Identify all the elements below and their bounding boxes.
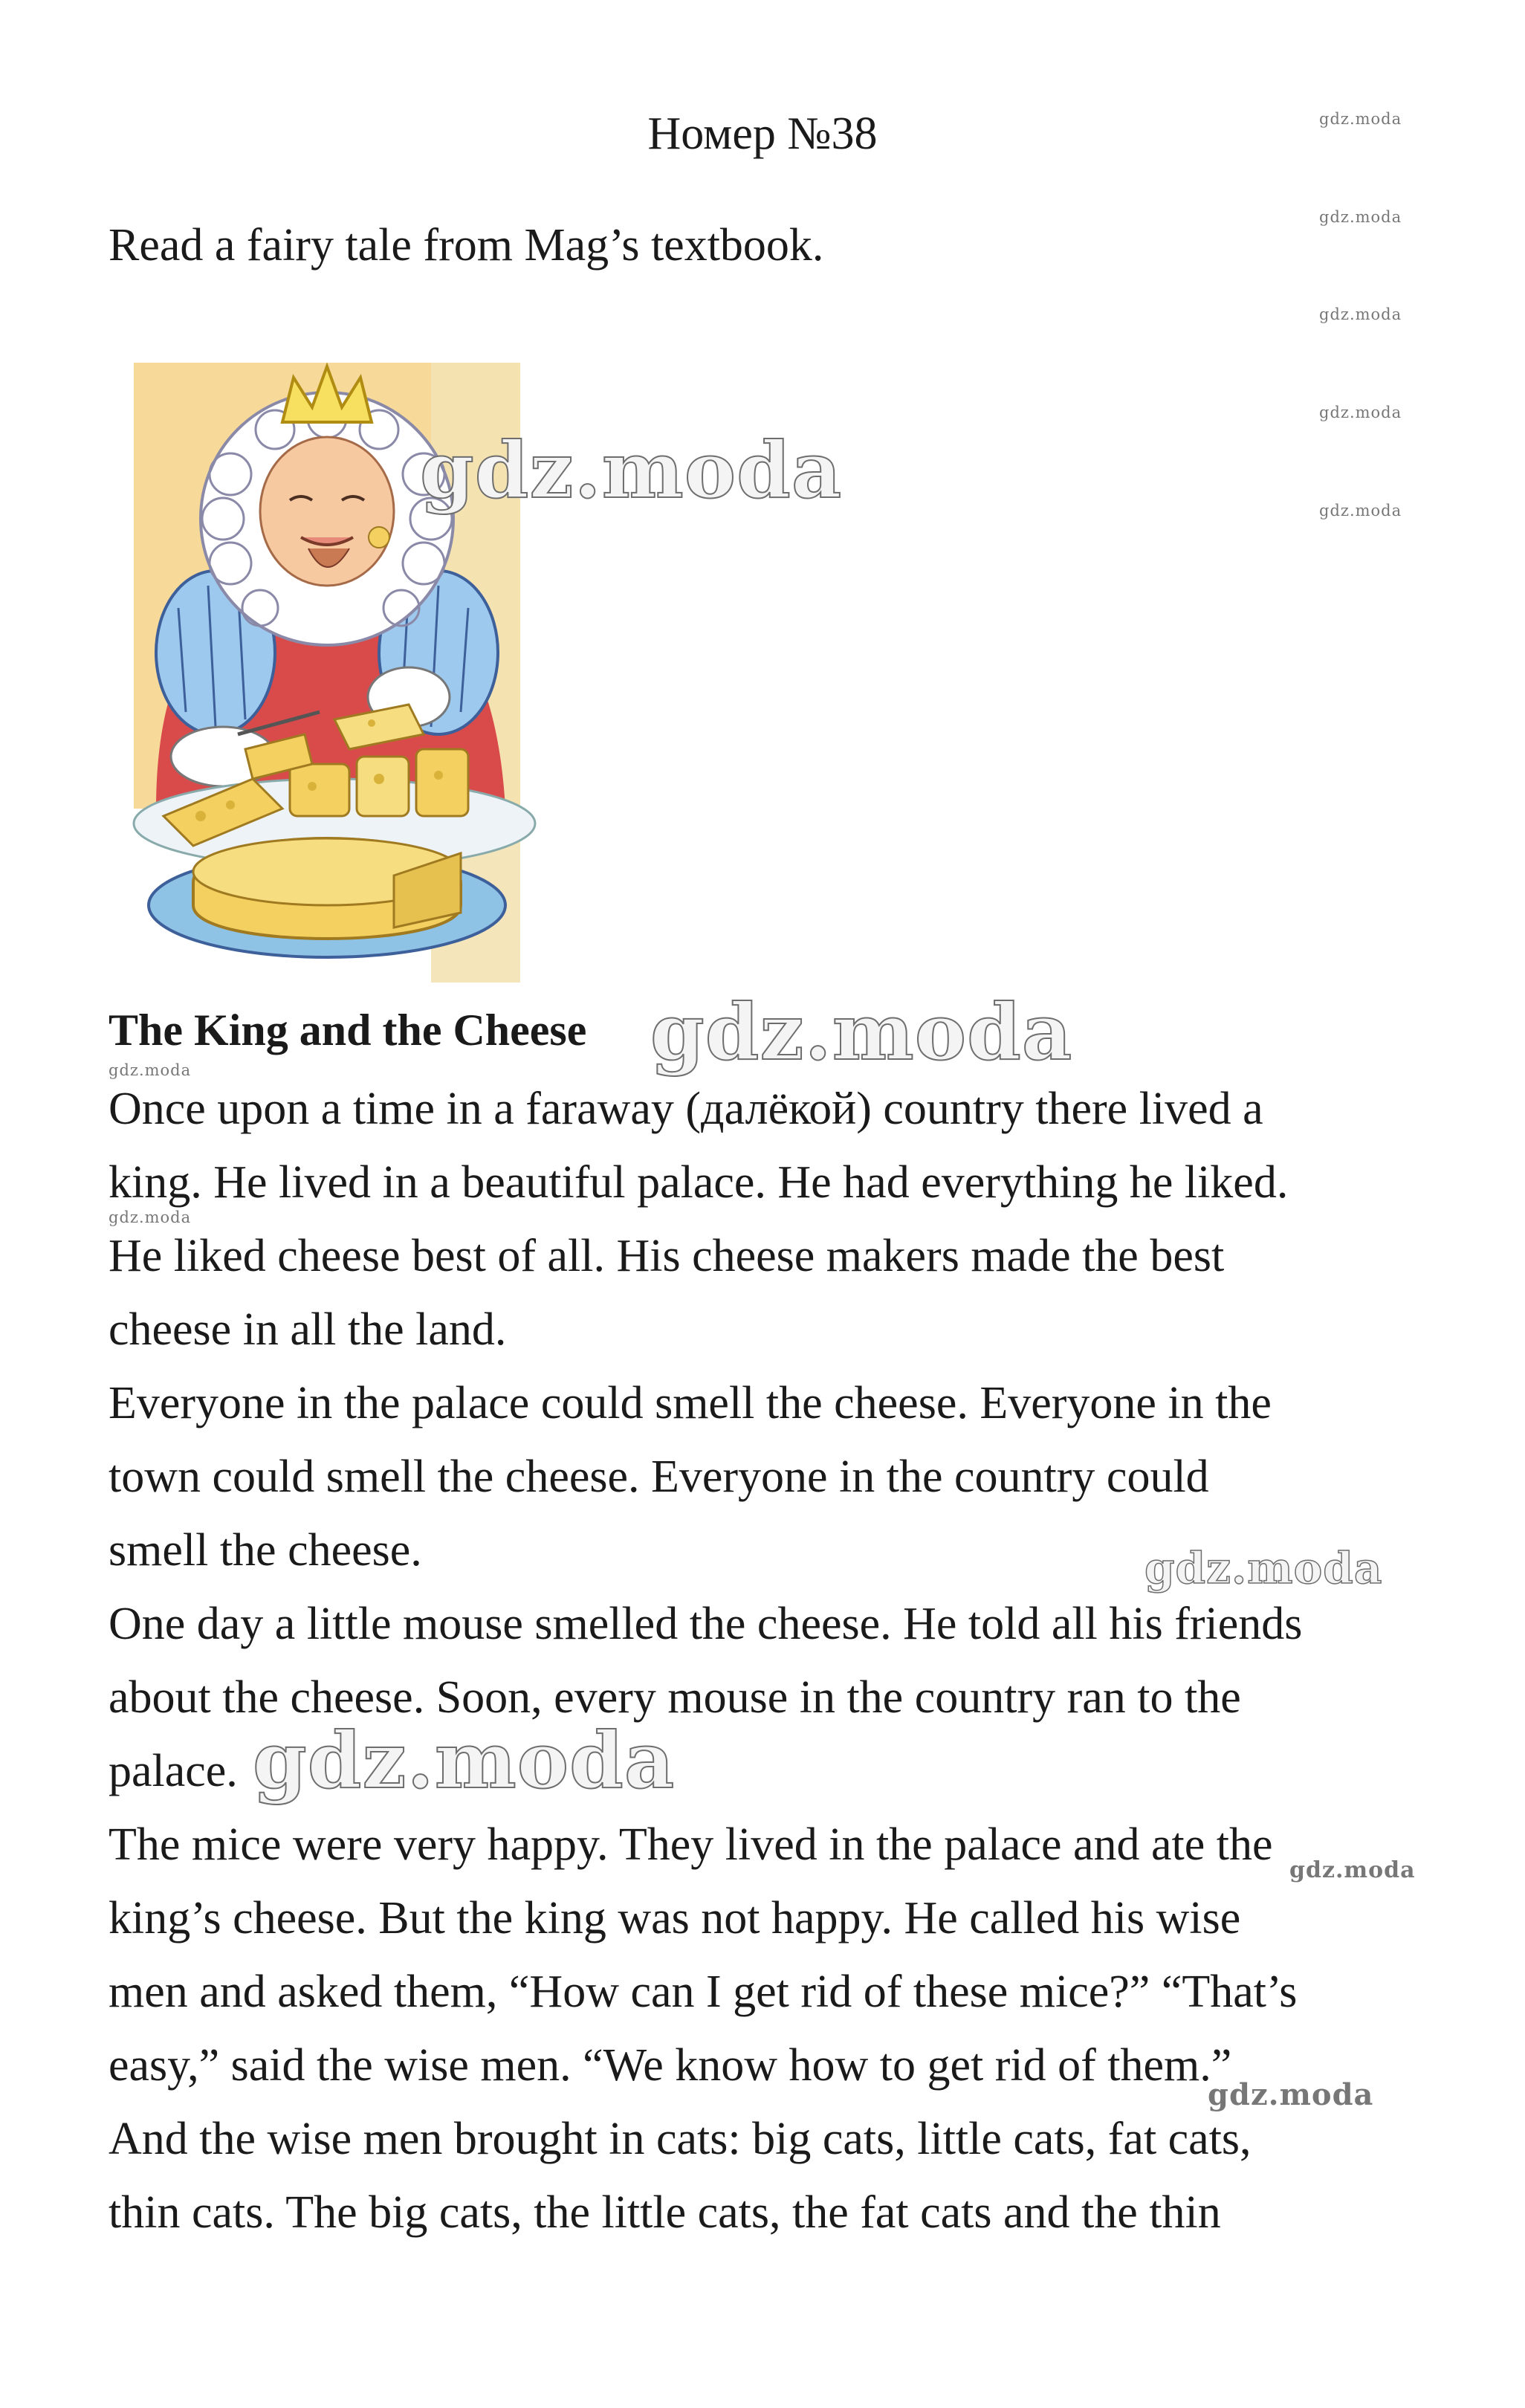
watermark: gdz.moda xyxy=(1289,1857,1416,1883)
watermark: gdz.moda xyxy=(1319,208,1402,226)
intro-instruction: Read a fairy tale from Mag’s textbook. xyxy=(109,220,824,271)
story-body xyxy=(109,1072,1446,2250)
watermark: gdz.moda xyxy=(1319,404,1402,421)
watermark: gdz.moda xyxy=(253,1715,676,1806)
story-line: cheese in all the land. xyxy=(109,1304,507,1355)
story-line: king’s cheese. But the king was not happy. He called his wise xyxy=(109,1893,1241,1943)
watermark: gdz.moda xyxy=(1208,2077,1374,2112)
story-line: The mice were very happy. They lived in the palace and ate the xyxy=(109,1819,1273,1870)
story-line: palace. xyxy=(109,1746,238,1796)
watermark: gdz.moda xyxy=(1319,502,1402,520)
story-title: The King and the Cheese xyxy=(109,1006,587,1055)
story-line: thin cats. The big cats, the little cats, the fat cats and the thin xyxy=(109,2187,1221,2238)
cheese-bite xyxy=(369,527,389,548)
story-line: Once upon a time in a faraway (далёкой) country there lived a xyxy=(109,1084,1263,1134)
page-heading: Номер №38 xyxy=(647,109,878,159)
story-line: king. He lived in a beautiful palace. He had everything he liked. xyxy=(109,1157,1289,1208)
story-line: One day a little mouse smelled the cheese. He told all his friends xyxy=(109,1599,1303,1649)
story-line: about the cheese. Soon, every mouse in the country ran to the xyxy=(109,1672,1241,1723)
watermark: gdz.moda xyxy=(109,1061,192,1079)
story-line: easy,” said the wise men. “We know how to get rid of them.” xyxy=(109,2040,1232,2091)
watermark: gdz.moda xyxy=(1319,305,1402,323)
story-line: men and asked them, “How can I get rid of these mice?” “That’s xyxy=(109,1967,1298,2017)
watermark: gdz.moda xyxy=(420,424,843,516)
watermark: gdz.moda xyxy=(1319,110,1402,128)
story-line: And the wise men brought in cats: big cats, little cats, fat cats, xyxy=(109,2114,1252,2164)
watermark: gdz.moda xyxy=(1144,1543,1383,1593)
story-line: He liked cheese best of all. His cheese makers made the best xyxy=(109,1231,1225,1281)
watermark: gdz.moda xyxy=(109,1208,192,1226)
watermark: gdz.moda xyxy=(650,986,1073,1078)
story-line: smell the cheese. xyxy=(109,1525,422,1576)
story-line: town could smell the cheese. Everyone in the country could xyxy=(109,1451,1209,1502)
story-line: Everyone in the palace could smell the cheese. Everyone in the xyxy=(109,1378,1272,1428)
